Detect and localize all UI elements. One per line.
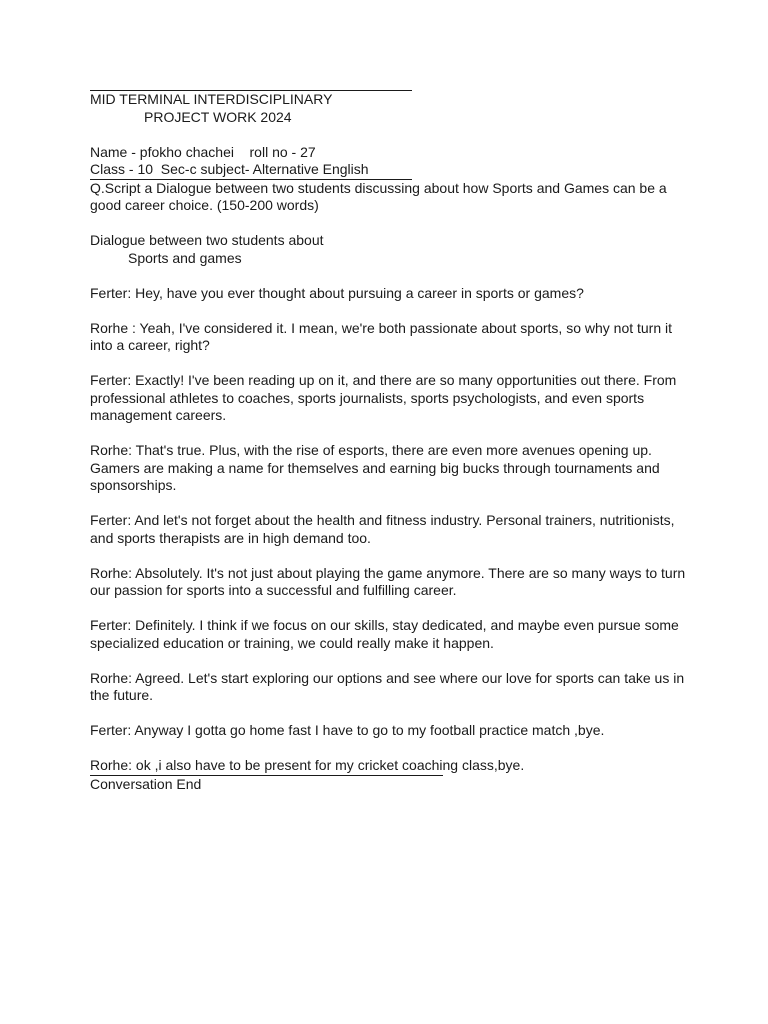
dialogue-line: Rorhe: Agreed. Let's start exploring our options and see where our love for sports can take us in the future.: [90, 669, 685, 703]
student-class-line: Class - 10 Sec-c subject- Alternative English: [90, 161, 369, 177]
dialogue-heading-line-2: Sports and games: [128, 249, 242, 266]
dialogue-line: Ferter: Exactly! I've been reading up on it, and there are so many opportunities out there. From professional athletes to coaches, sports journalists, sports psychologists, and even sports management careers.: [90, 372, 677, 423]
dialogue-line: Ferter: Definitely. I think if we focus on our skills, stay dedicated, and maybe even pursue some specialized education or training, we could really make it happen.: [90, 617, 679, 651]
dialogue-line: Ferter: Hey, have you ever thought about pursuing a career in sports or games?: [90, 284, 584, 301]
dialogue-line: Rorhe : Yeah, I've considered it. I mean, we're both passionate about sports, so why not turn it into a career, right?: [90, 319, 673, 353]
dialogue-heading-line-1: Dialogue between two students about: [90, 232, 324, 248]
dialogue-line: Ferter: And let's not forget about the health and fitness industry. Personal trainers, nutritionists, and sports therapists are in high demand too.: [90, 512, 675, 546]
conversation-end-text: Conversation End: [90, 775, 202, 792]
title-line-2: PROJECT WORK 2024: [144, 108, 292, 125]
student-name-line: Name - pfokho chachei roll no - 27: [90, 143, 316, 160]
dialogue-line: Rorhe: ok ,i also have to be present for my cricket coaching class,bye.: [90, 757, 525, 773]
dialogue-line: Ferter: Anyway I gotta go home fast I have to go to my football practice match ,bye.: [90, 722, 605, 738]
dialogue-line: Rorhe: That's true. Plus, with the rise of esports, there are even more avenues opening up. Gamers are making a name for themselves and earning big bucks through tournaments and sponsorships.: [90, 442, 660, 493]
dialogue-line: Rorhe: Absolutely. It's not just about playing the game anymore. There are so many ways to turn our passion for sports into a successful and fulfilling career.: [90, 564, 686, 598]
title-line-1: MID TERMINAL INTERDISCIPLINARY: [90, 91, 333, 107]
document-body: [90, 90, 690, 793]
question-text: Q.Script a Dialogue between two students discussing about how Sports and Games can be a good career choice. (150-200 words): [90, 179, 667, 213]
